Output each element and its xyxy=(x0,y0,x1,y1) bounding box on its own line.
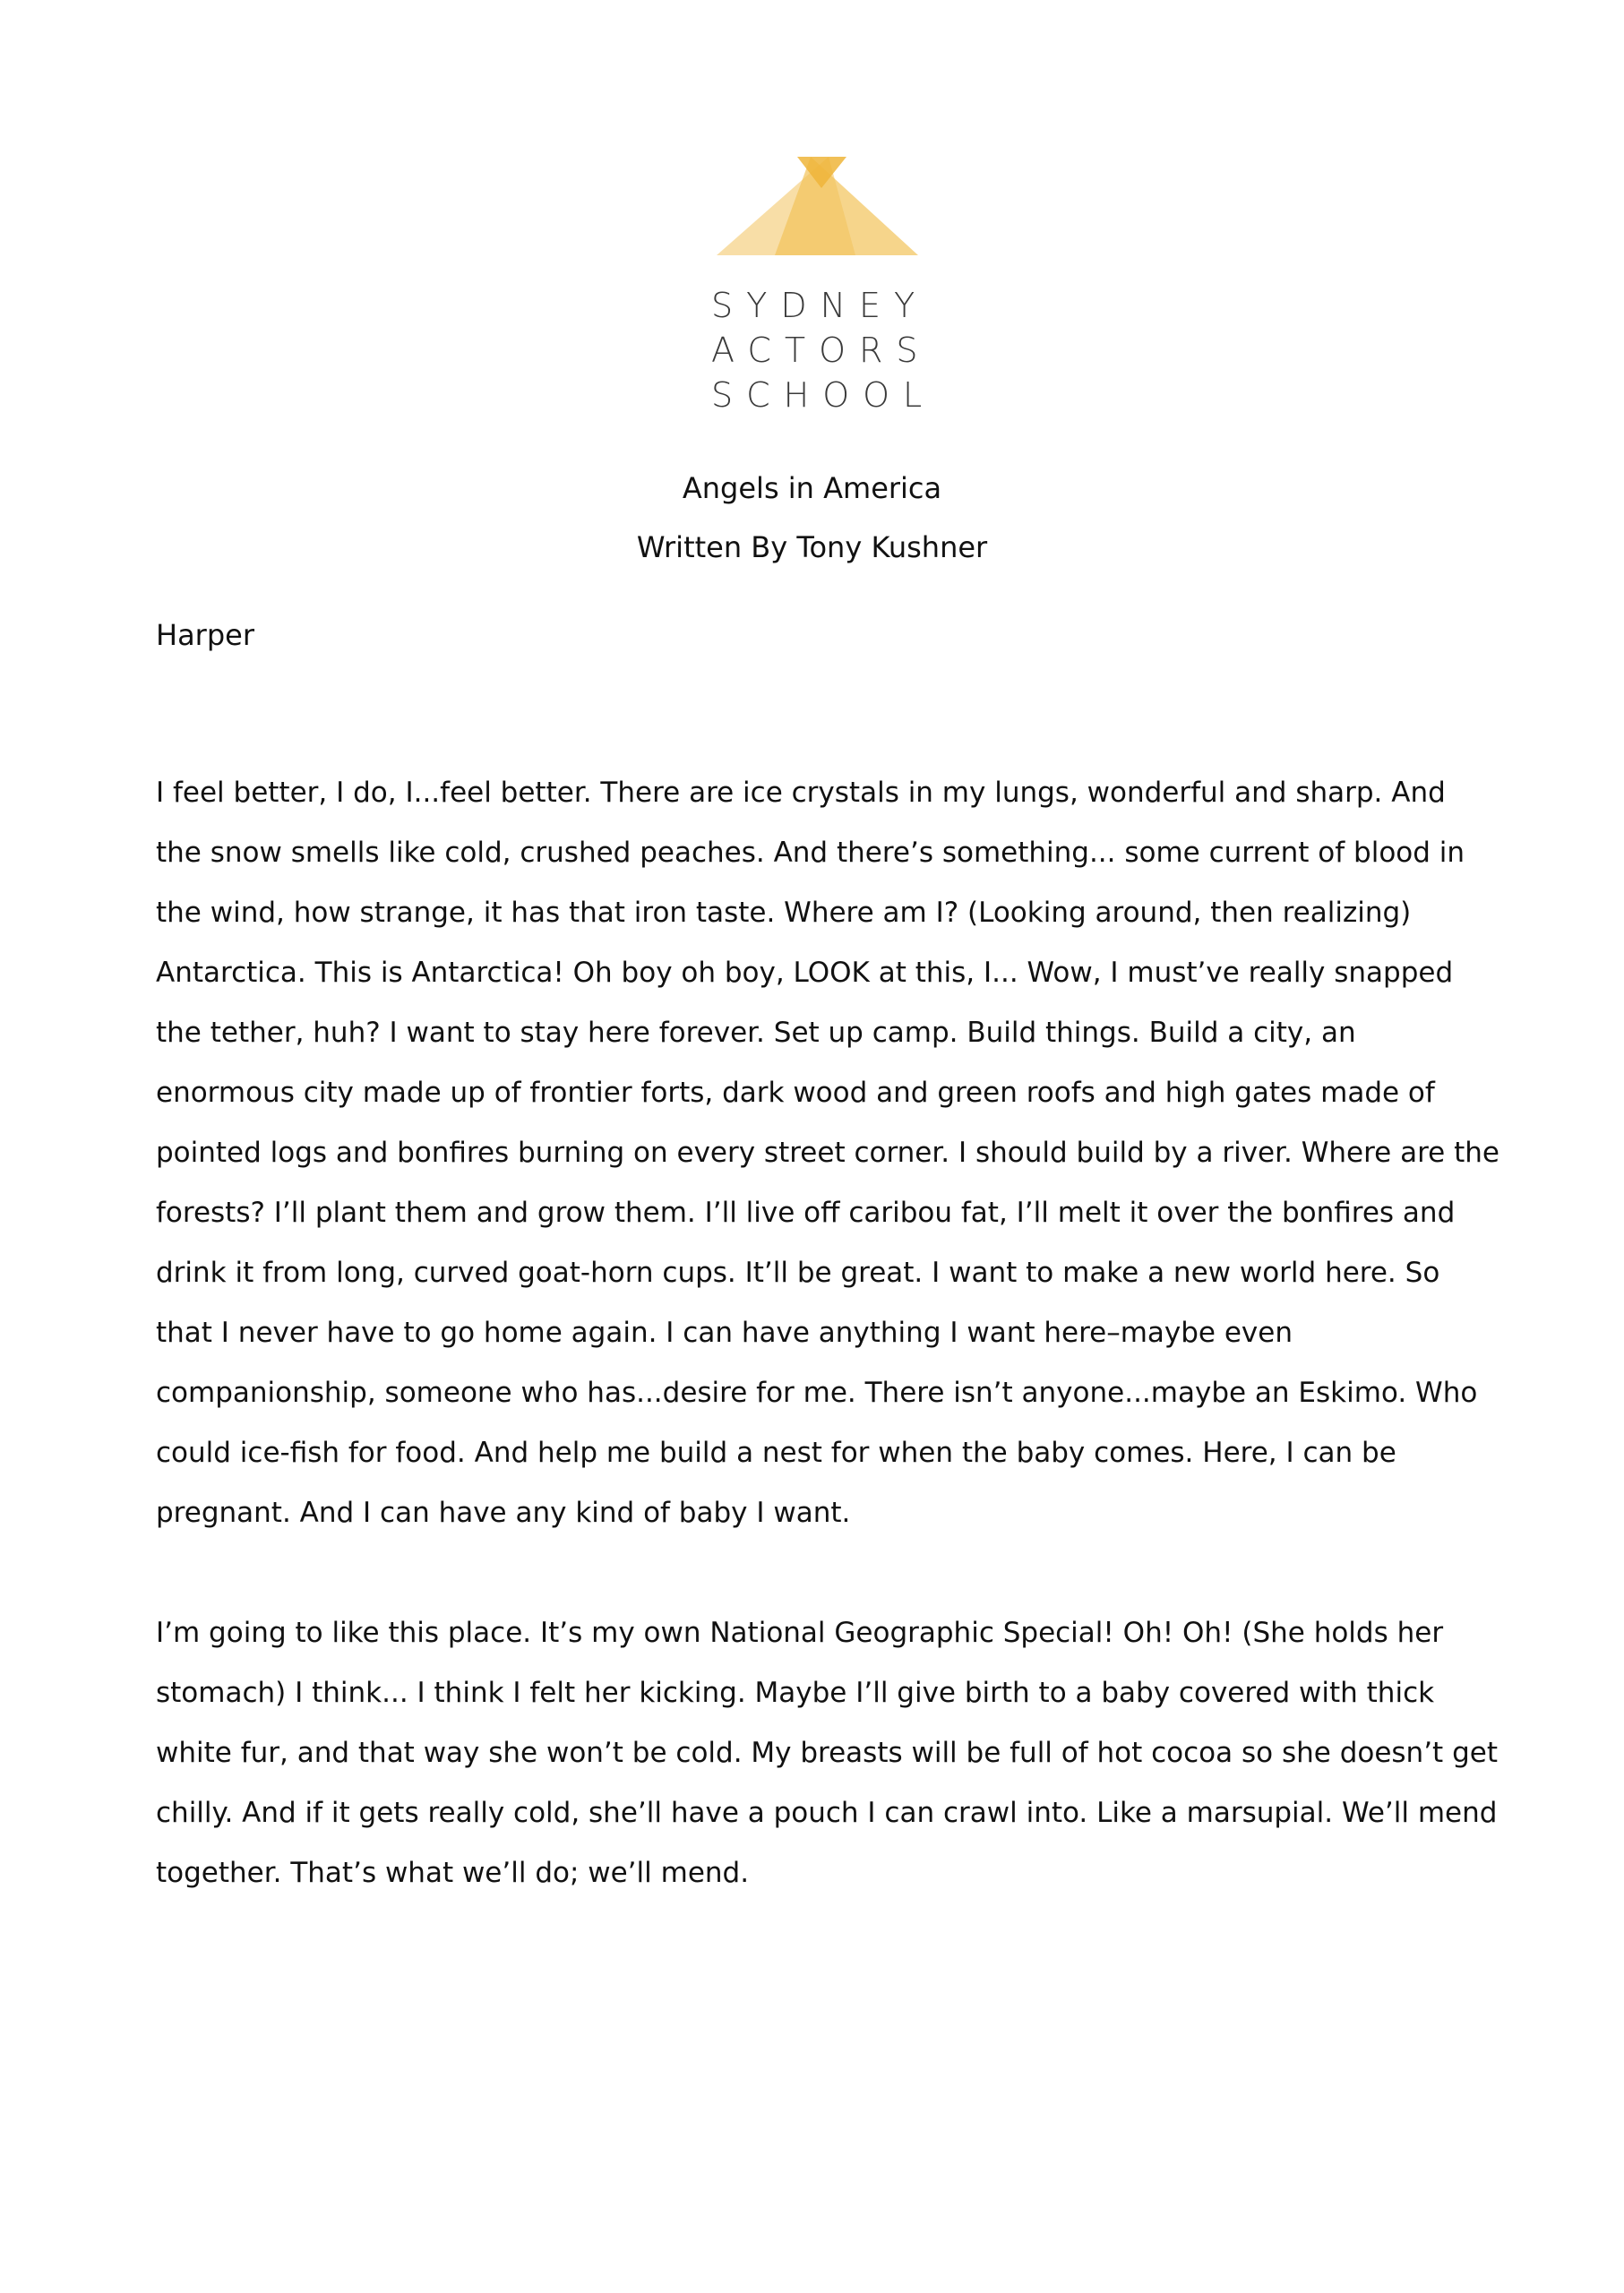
school-logo xyxy=(708,152,936,415)
logo-line-2: ACTORS xyxy=(711,331,932,370)
logo-wordmark xyxy=(708,283,936,417)
play-author: Written By Tony Kushner xyxy=(636,530,988,564)
monologue-text xyxy=(156,763,1499,1963)
logo-line-1: SYDNEY xyxy=(711,286,929,325)
play-title: Angels in America xyxy=(682,471,942,505)
character-name: Harper xyxy=(156,618,254,652)
monologue-paragraph: I feel better, I do, I...feel better. There are ice crystals in my lungs, wonderful and sharp. And the snow smells like cold, crushed peaches. And there’s something... some current of blood in the wind, how strange, it has that iron taste. Where am I? (Looking around, then realizing) Antarctica. This is Antarctica! Oh boy oh boy, LOOK at this, I... Wow, I must’ve really snapped the tether, huh? I want to stay here forever. Set up camp. Build things. Build a city, an enormous city made up of frontier forts, dark wood and green roofs and high gates made of pointed logs and bonfires burning on every street corner. I should build by a river. Where are the forests? I’ll plant them and grow them. I’ll live off caribou fat, I’ll melt it over the bonfires and drink it from long, curved goat-horn cups. It’ll be great. I want to make a new world here. So that I never have to go home again. I can have anything I want here–maybe even companionship, someone who has...desire for me. There isn’t anyone...maybe an Eskimo. Who could ice-fish for food. And help me build a nest for when the baby comes. Here, I can be pregnant. And I can have any kind of baby I want. xyxy=(156,777,1499,1529)
monologue-paragraph: I’m going to like this place. It’s my own National Geographic Special! Oh! Oh! (She holds her stomach) I think... I think I felt her kicking. Maybe I’ll give birth to a baby covered with thick white fur, and that way she won’t be cold. My breasts will be full of hot cocoa so she doesn’t get chilly. And if it gets really cold, she’ll have a pouch I can crawl into. Like a marsupial. We’ll mend together. That’s what we’ll do; we’ll mend. xyxy=(156,1617,1498,1889)
logo-line-3: SCHOOL xyxy=(711,375,936,415)
logo-mark-icon xyxy=(712,152,927,260)
title-block xyxy=(0,459,1624,577)
